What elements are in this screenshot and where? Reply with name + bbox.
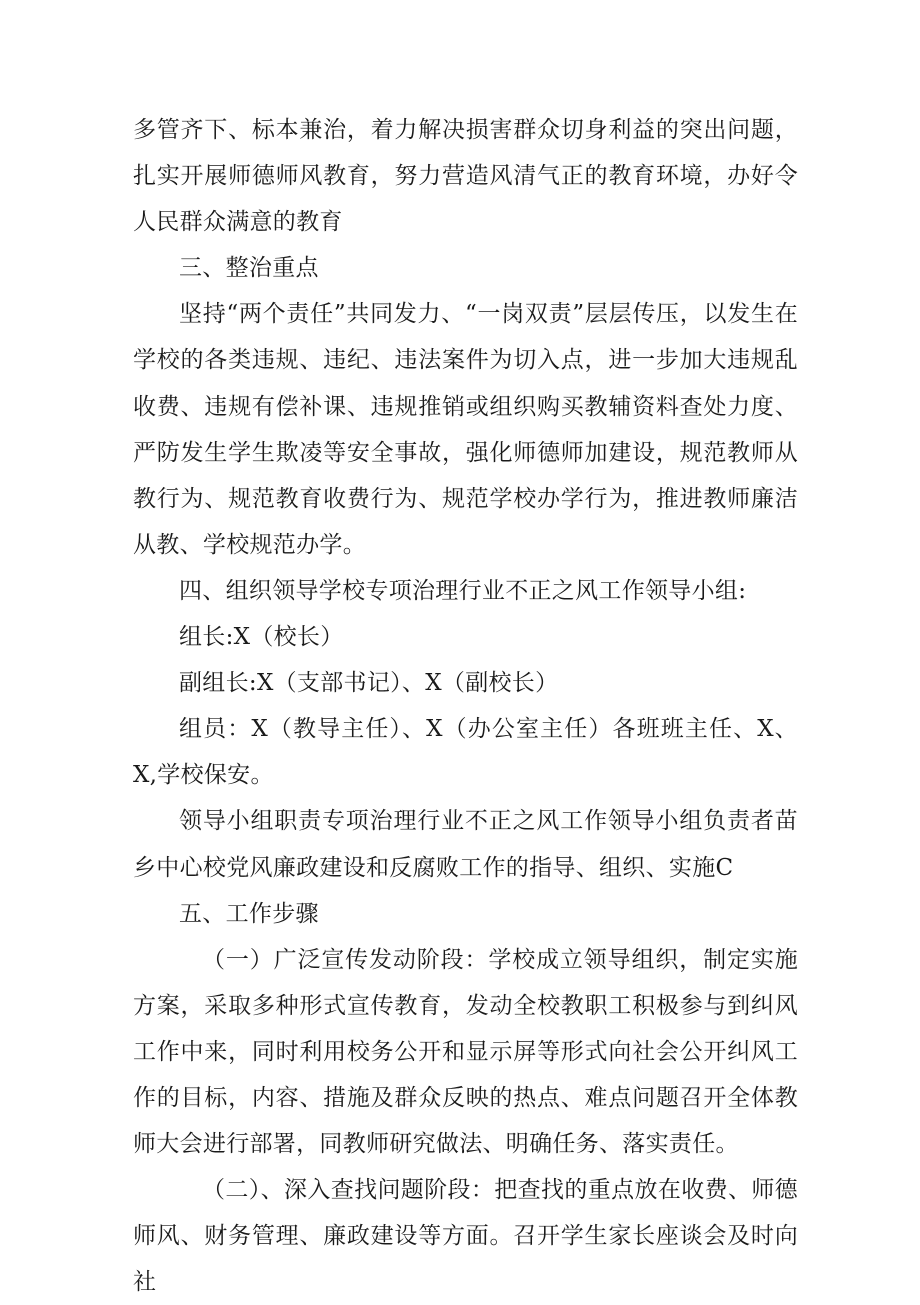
paragraph-group-duties: 领导小组职责专项治理行业不正之风工作领导小组负责者苗乡中心校党风廉政建设和反腐败工作的指导、组织、实施C xyxy=(133,808,798,881)
paragraph-step-one: （一）广泛宣传发动阶段：学校成立领导组织，制定实施方案，采取多种形式宣传教育，发动全校教职工积极参与到纠风工作中来，同时利用校务公开和显示屏等形式向社会公开纠风工作的目标，内容、措施及群众反映的热点、难点问题召开全体教师大会进行部署，同教师研究做法、明确任务、落实责任。 xyxy=(133,946,798,1158)
section-heading-rectification-focus: 三、整治重点 xyxy=(179,255,319,282)
paragraph-continuation: 多管齐下、标本兼治，着力解决损害群众切身利益的突出问题，扎实开展师德师风教育，努力营造风清气正的教育环境，办好令人民群众满意的教育 xyxy=(133,117,798,236)
paragraph-rectification-focus: 坚持“两个责任”共同发力、“一岗双责”层层传压，以发生在学校的各类违规、违纪、违法案件为切入点，进一步加大违规乱收费、违规有偿补课、违规推销或组织购买教辅资料查处力度、严防发生学生欺凌等安全事故，强化师德师加建设，规范教师从教行为、规范教育收费行为、规范学校办学行为，推进教师廉洁从教、学校规范办学。 xyxy=(133,301,798,558)
paragraph-deputy-leader: 副组长:X（支部书记）、X（副校长） xyxy=(179,670,559,697)
paragraph-step-two: （二）、深入查找问题阶段：把查找的重点放在收费、师德师风、财务管理、廉政建设等方面。召开学生家长座谈会及时向社 xyxy=(133,1177,798,1296)
paragraph-group-members: 组员：X（教导主任）、X（办公室主任）各班班主任、X、X,学校保安。 xyxy=(133,716,798,789)
paragraph-group-leader: 组长:X（校长） xyxy=(179,624,344,651)
section-heading-work-steps: 五、工作步骤 xyxy=(179,900,319,927)
document-body xyxy=(133,107,798,1305)
section-heading-leadership-group: 四、组织领导学校专项治理行业不正之风工作领导小组: xyxy=(179,577,747,604)
